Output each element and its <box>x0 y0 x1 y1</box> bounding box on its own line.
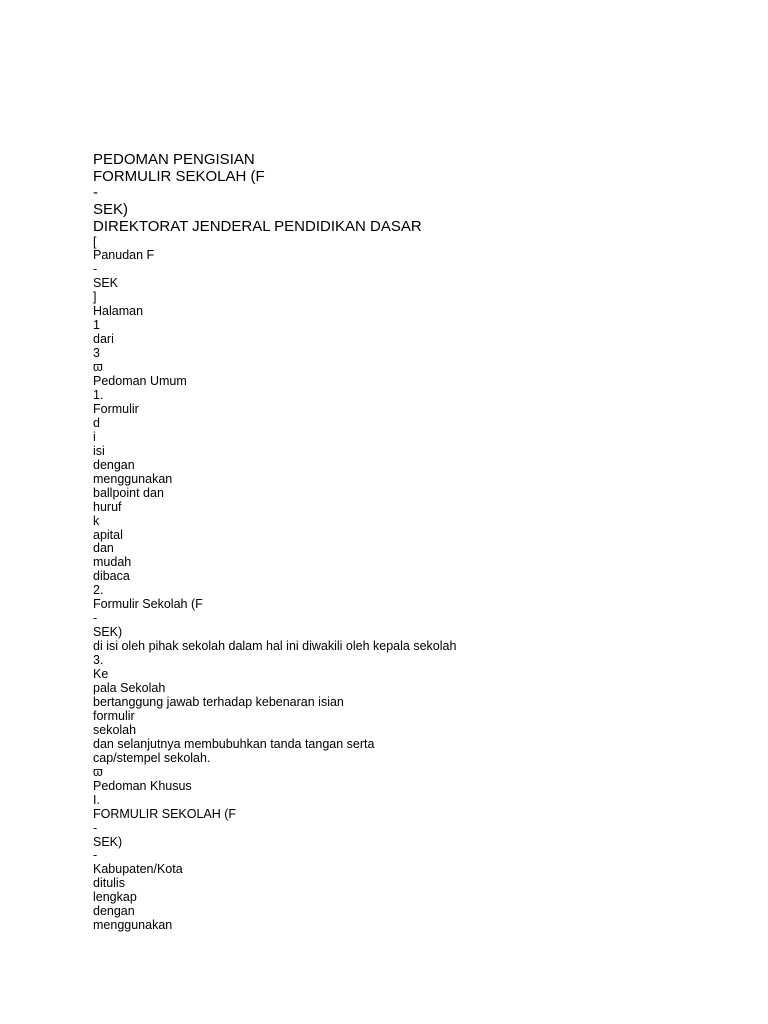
document-body <box>93 152 733 933</box>
document-line: - <box>93 848 98 863</box>
document-line: Kabupaten/Kota <box>93 862 183 877</box>
document-line: 1 <box>93 318 100 333</box>
document-line: dengan <box>93 457 135 472</box>
document-line: 2. <box>93 583 104 598</box>
document-line: DIREKTORAT JENDERAL PENDIDIKAN DASAR <box>93 217 422 235</box>
document-line: mudah <box>93 555 132 570</box>
document-line: menggunakan <box>93 918 173 933</box>
document-line: Formulir Sekolah (F <box>93 597 203 612</box>
document-line: huruf <box>93 499 122 514</box>
document-line: isi <box>93 443 105 458</box>
document-line: - <box>93 611 98 626</box>
document-line: - <box>93 820 98 835</box>
document-line: lengkap <box>93 890 137 905</box>
document-line: k <box>93 513 100 528</box>
document-line: ] <box>93 290 97 305</box>
document-line: Formulir <box>93 401 139 416</box>
document-line: Pedoman Umum <box>93 374 187 389</box>
document-line: di isi oleh pihak sekolah dalam hal ini diwakili oleh kepala sekolah <box>93 639 457 654</box>
document-line: Panudan F <box>93 248 155 263</box>
document-line: ditulis <box>93 876 125 891</box>
document-line: FORMULIR SEKOLAH (F <box>93 806 237 821</box>
document-line: SEK <box>93 276 119 291</box>
document-line: menggunakan <box>93 471 173 486</box>
document-line: dibaca <box>93 569 130 584</box>
document-line: 3. <box>93 653 104 668</box>
document-line: Ke <box>93 667 109 682</box>
document-line: 3 <box>93 346 100 361</box>
document-line: ϖ <box>93 764 103 779</box>
document-line: dengan <box>93 904 135 919</box>
document-line: SEK) <box>93 201 129 219</box>
document-line: 1. <box>93 388 104 402</box>
document-line: i <box>93 429 96 444</box>
document-line: dan <box>93 541 114 556</box>
document-line: - <box>93 184 98 202</box>
document-line: I. <box>93 792 100 807</box>
document-line: sekolah <box>93 722 137 737</box>
document-line: dari <box>93 332 114 347</box>
document-line: Pedoman Khusus <box>93 778 192 793</box>
document-line: PEDOMAN PENGISIAN <box>93 151 255 168</box>
document-line: apital <box>93 527 123 542</box>
document-line: [ <box>93 234 97 249</box>
document-line: formulir <box>93 708 135 723</box>
document-line: pala Sekolah <box>93 681 166 696</box>
document-line: Halaman <box>93 304 144 319</box>
document-line: FORMULIR SEKOLAH (F <box>93 167 265 185</box>
document-line: ballpoint dan <box>93 485 164 500</box>
document-line: SEK) <box>93 834 123 849</box>
document-line: SEK) <box>93 625 123 640</box>
document-line: cap/stempel sekolah. <box>93 750 211 765</box>
document-line: bertanggung jawab terhadap kebenaran isian <box>93 694 344 709</box>
document-line: ϖ <box>93 360 103 375</box>
document-line: - <box>93 262 98 277</box>
document-line: dan selanjutnya membubuhkan tanda tangan serta <box>93 736 375 751</box>
document-line: d <box>93 415 100 430</box>
